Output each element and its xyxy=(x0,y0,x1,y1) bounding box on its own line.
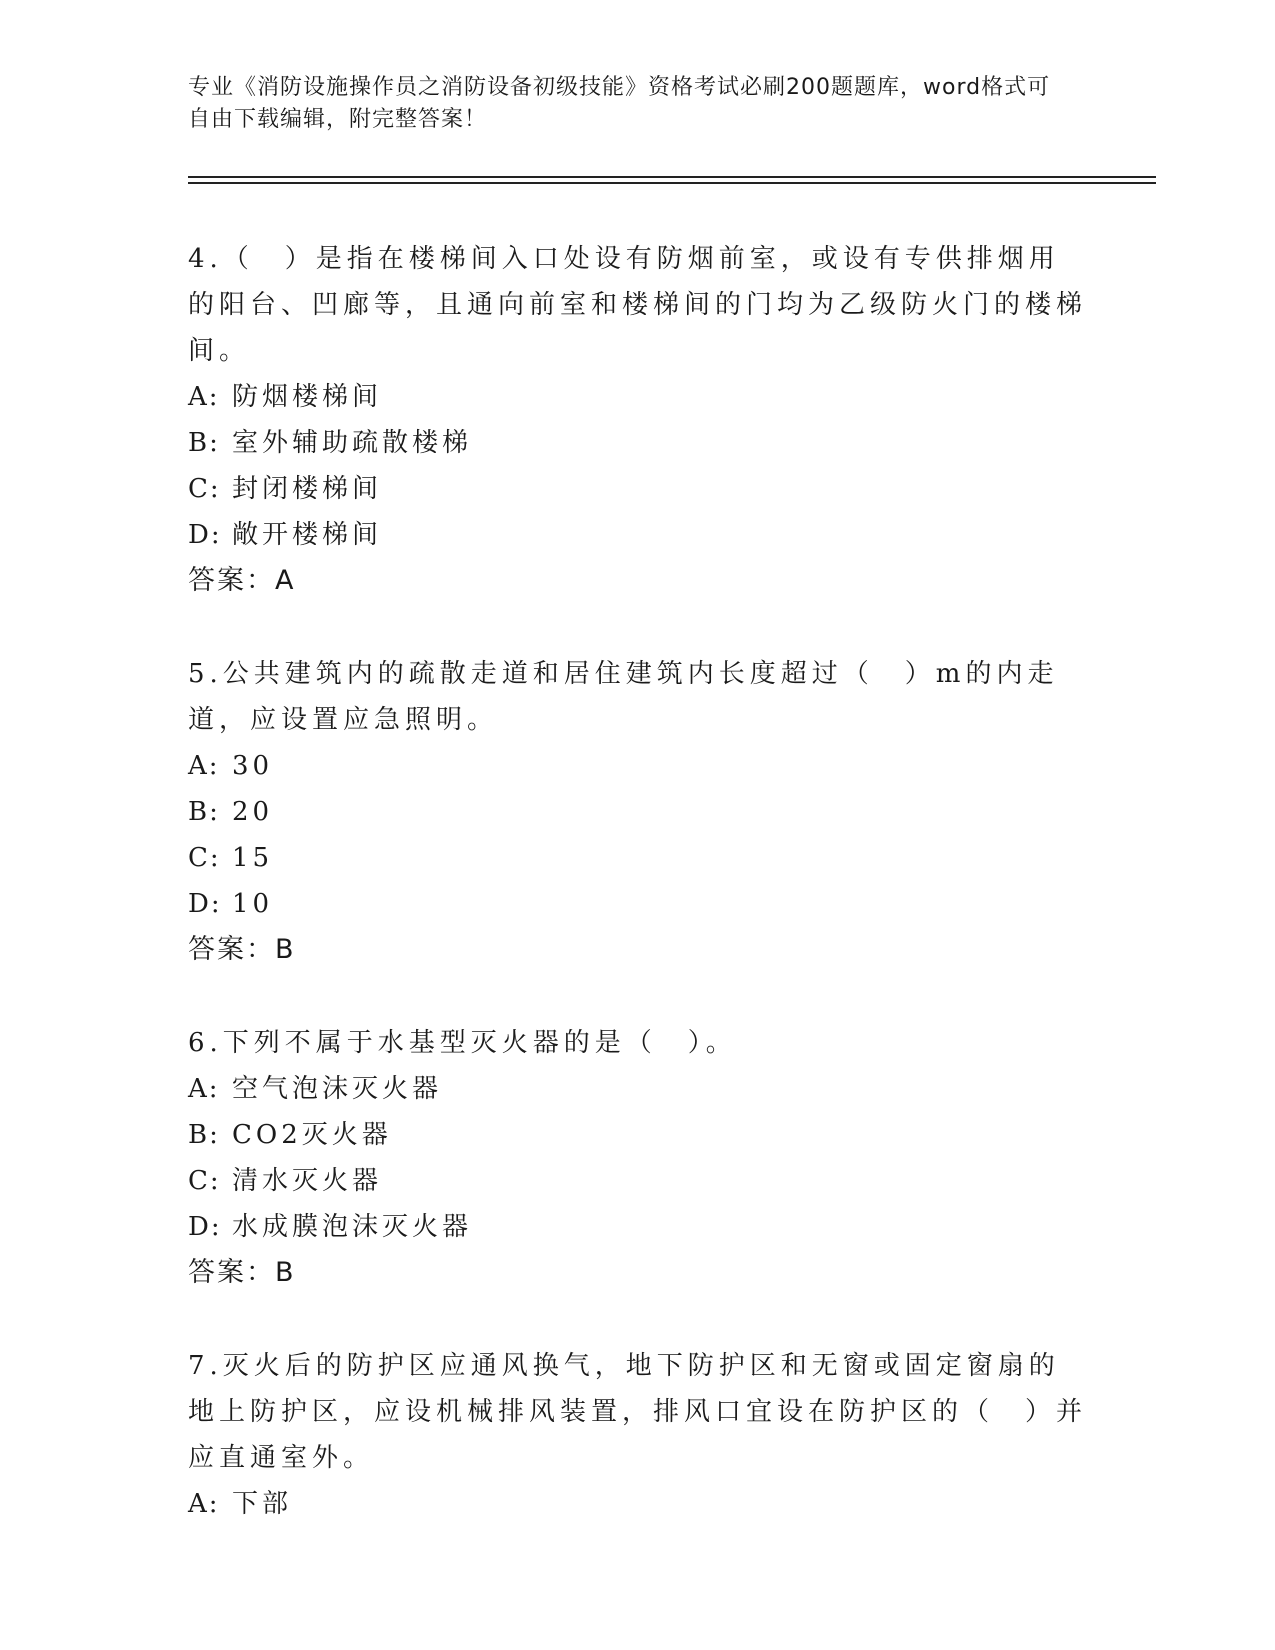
option-c xyxy=(188,1158,1088,1204)
option-a xyxy=(188,1066,1088,1112)
option-text: CO2灭火器 xyxy=(232,1120,392,1150)
option-a xyxy=(188,1481,1088,1527)
option-text: 敞开楼梯间 xyxy=(232,520,383,550)
question-text: 6.下列不属于水基型灭火器的是（ ）。 xyxy=(188,1028,737,1058)
option-key: A: xyxy=(188,751,220,781)
question-4 xyxy=(188,236,1088,604)
option-text: 10 xyxy=(232,889,274,919)
question-list xyxy=(188,236,1088,1574)
option-text: 下部 xyxy=(232,1489,293,1519)
option-text: 空气泡沫灭火器 xyxy=(232,1074,443,1104)
option-c xyxy=(188,466,1088,512)
option-key: C: xyxy=(188,1166,221,1196)
question-5 xyxy=(188,651,1088,973)
option-key: A: xyxy=(188,1489,220,1519)
option-key: B: xyxy=(188,1120,220,1150)
option-text: 20 xyxy=(232,797,274,827)
option-text: 防烟楼梯间 xyxy=(232,382,383,412)
option-key: C: xyxy=(188,474,221,504)
question-text: 5.公共建筑内的疏散走道和居住建筑内长度超过（ ）m的内走道，应设置应急照明。 xyxy=(188,659,1059,735)
document-header: 专业《消防设施操作员之消防设备初级技能》资格考试必刷200题题库，word格式可自由下载编辑，附完整答案！ xyxy=(188,75,1051,132)
answer-label: 答案：B xyxy=(188,934,296,965)
option-c xyxy=(188,835,1088,881)
option-key: B: xyxy=(188,428,220,458)
option-text: 30 xyxy=(232,751,274,781)
option-d xyxy=(188,881,1088,927)
question-7 xyxy=(188,1343,1088,1527)
option-text: 封闭楼梯间 xyxy=(232,474,383,504)
option-text: 清水灭火器 xyxy=(232,1166,383,1196)
question-text: 7.灭火后的防护区应通风换气，地下防护区和无窗或固定窗扇的地上防护区，应设机械排风装置，排风口宜设在防护区的（ ）并应直通室外。 xyxy=(188,1351,1088,1473)
question-6 xyxy=(188,1020,1088,1296)
option-key: A: xyxy=(188,382,220,412)
option-text: 15 xyxy=(232,843,274,873)
option-text: 室外辅助疏散楼梯 xyxy=(232,428,473,458)
option-text: 水成膜泡沫灭火器 xyxy=(232,1212,473,1242)
option-d xyxy=(188,1204,1088,1250)
option-key: D: xyxy=(188,889,222,919)
answer-label: 答案：B xyxy=(188,1257,296,1288)
header-divider-top xyxy=(188,176,1156,178)
option-b xyxy=(188,1112,1088,1158)
answer-label: 答案：A xyxy=(188,565,296,596)
option-a xyxy=(188,374,1088,420)
option-a xyxy=(188,743,1088,789)
option-key: D: xyxy=(188,1212,222,1242)
option-key: C: xyxy=(188,843,221,873)
header-divider-bottom xyxy=(188,182,1156,184)
option-key: B: xyxy=(188,797,220,827)
option-d xyxy=(188,512,1088,558)
question-text: 4.（ ）是指在楼梯间入口处设有防烟前室，或设有专供排烟用的阳台、凹廊等，且通向前室和楼梯间的门均为乙级防火门的楼梯间。 xyxy=(188,244,1088,366)
option-b xyxy=(188,789,1088,835)
option-key: D: xyxy=(188,520,222,550)
option-b xyxy=(188,420,1088,466)
option-key: A: xyxy=(188,1074,220,1104)
